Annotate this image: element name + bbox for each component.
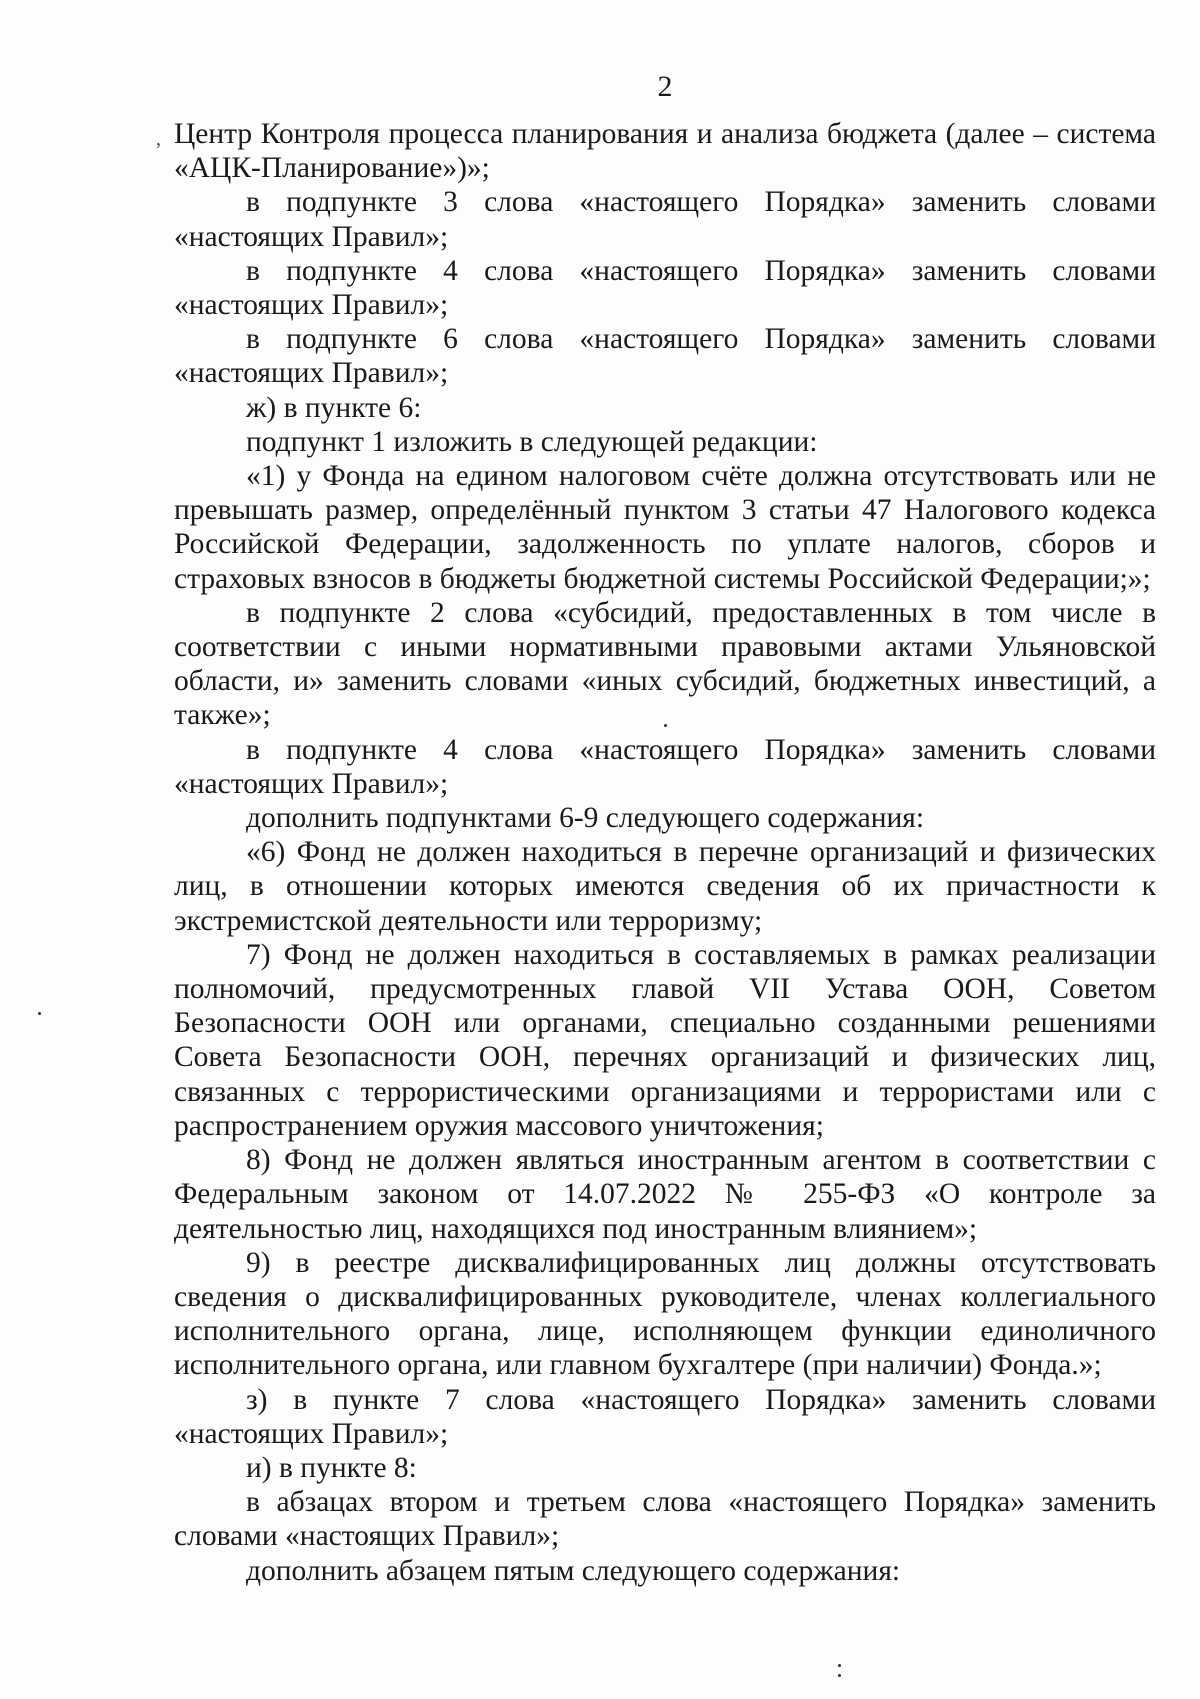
paragraph: Центр Контроля процесса планирования и анализа бюджета (далее – система «АЦК-Планирование»)»; bbox=[174, 118, 1156, 185]
document-body bbox=[174, 117, 1156, 1588]
paragraph: в подпункте 4 слова «настоящего Порядка» заменить словами «настоящих Правил»; bbox=[174, 733, 1156, 800]
paragraph: и) в пункте 8: bbox=[246, 1451, 417, 1484]
paragraph: «6) Фонд не должен находиться в перечне организаций и физических лиц, в отношении которых имеются сведения об их причастности к экстремистской деятельности или терроризму; bbox=[174, 836, 1156, 937]
paragraph: в подпункте 4 слова «настоящего Порядка» заменить словами «настоящих Правил»; bbox=[174, 254, 1156, 322]
paragraph: в подпункте 2 слова «субсидий, предоставленных в том числе в соответствии с иными нормативными правовыми актами Ульяновской области, и» заменить словами «иных субсидий, бюджетных инвестиций, а также»; bbox=[174, 596, 1156, 732]
paragraph: в подпункте 6 слова «настоящего Порядка» заменить словами «настоящих Правил»; bbox=[174, 323, 1156, 390]
paragraph: в подпункте 3 слова «настоящего Порядка» заменить словами «настоящих Правил»; bbox=[174, 186, 1156, 253]
paragraph: «1) у Фонда на едином налоговом счёте должна отсутствовать или не превышать размер, определённый пунктом 3 статьи 47 Налогового кодекса Российской Федерации, задолженность по уплате налогов, сборов и страховых взносов в бюджеты бюджетной системы Российской Федерации;»; bbox=[174, 460, 1156, 595]
scan-speck bbox=[838, 1664, 841, 1667]
scan-speck bbox=[38, 1012, 41, 1015]
paragraph: 8) Фонд не должен являться иностранным агентом в соответствии с Федеральным законом от 14.07.2022 № 255-ФЗ «О контроле за деятельностью лиц, находящихся под иностранным влиянием»; bbox=[174, 1144, 1156, 1245]
paragraph: дополнить подпунктами 6-9 следующего содержания: bbox=[246, 802, 925, 835]
scan-mark: , bbox=[156, 128, 161, 150]
paragraph: з) в пункте 7 слова «настоящего Порядка» заменить словами «настоящих Правил»; bbox=[174, 1383, 1156, 1450]
paragraph: в абзацах втором и третьем слова «настоящего Порядка» заменить словами «настоящих Правил»; bbox=[174, 1486, 1156, 1553]
scan-speck bbox=[838, 1674, 841, 1677]
paragraph: подпункт 1 изложить в следующей редакции: bbox=[246, 425, 818, 458]
page-number: 2 bbox=[657, 70, 673, 103]
paragraph: 7) Фонд не должен находиться в составляемых в рамках реализации полномочий, предусмотренных главой VII Устава ООН, Советом Безопасности ООН или органами, специально созданными решениями Совета Безопасности ООН, перечнях организаций и физических лиц, связанных с террористическими организациями и террористами или с распространением оружия массового уничтожения; bbox=[174, 938, 1156, 1142]
paragraph: дополнить абзацем пятым следующего содержания: bbox=[246, 1554, 901, 1587]
paragraph: ж) в пункте 6: bbox=[246, 391, 422, 424]
paragraph: 9) в реестре дисквалифицированных лиц должны отсутствовать сведения о дисквалифицированных руководителе, членах коллегиального исполнительного органа, лице, исполняющем функции единоличного исполнительного органа, или главном бухгалтере (при наличии) Фонда.»; bbox=[174, 1246, 1156, 1382]
